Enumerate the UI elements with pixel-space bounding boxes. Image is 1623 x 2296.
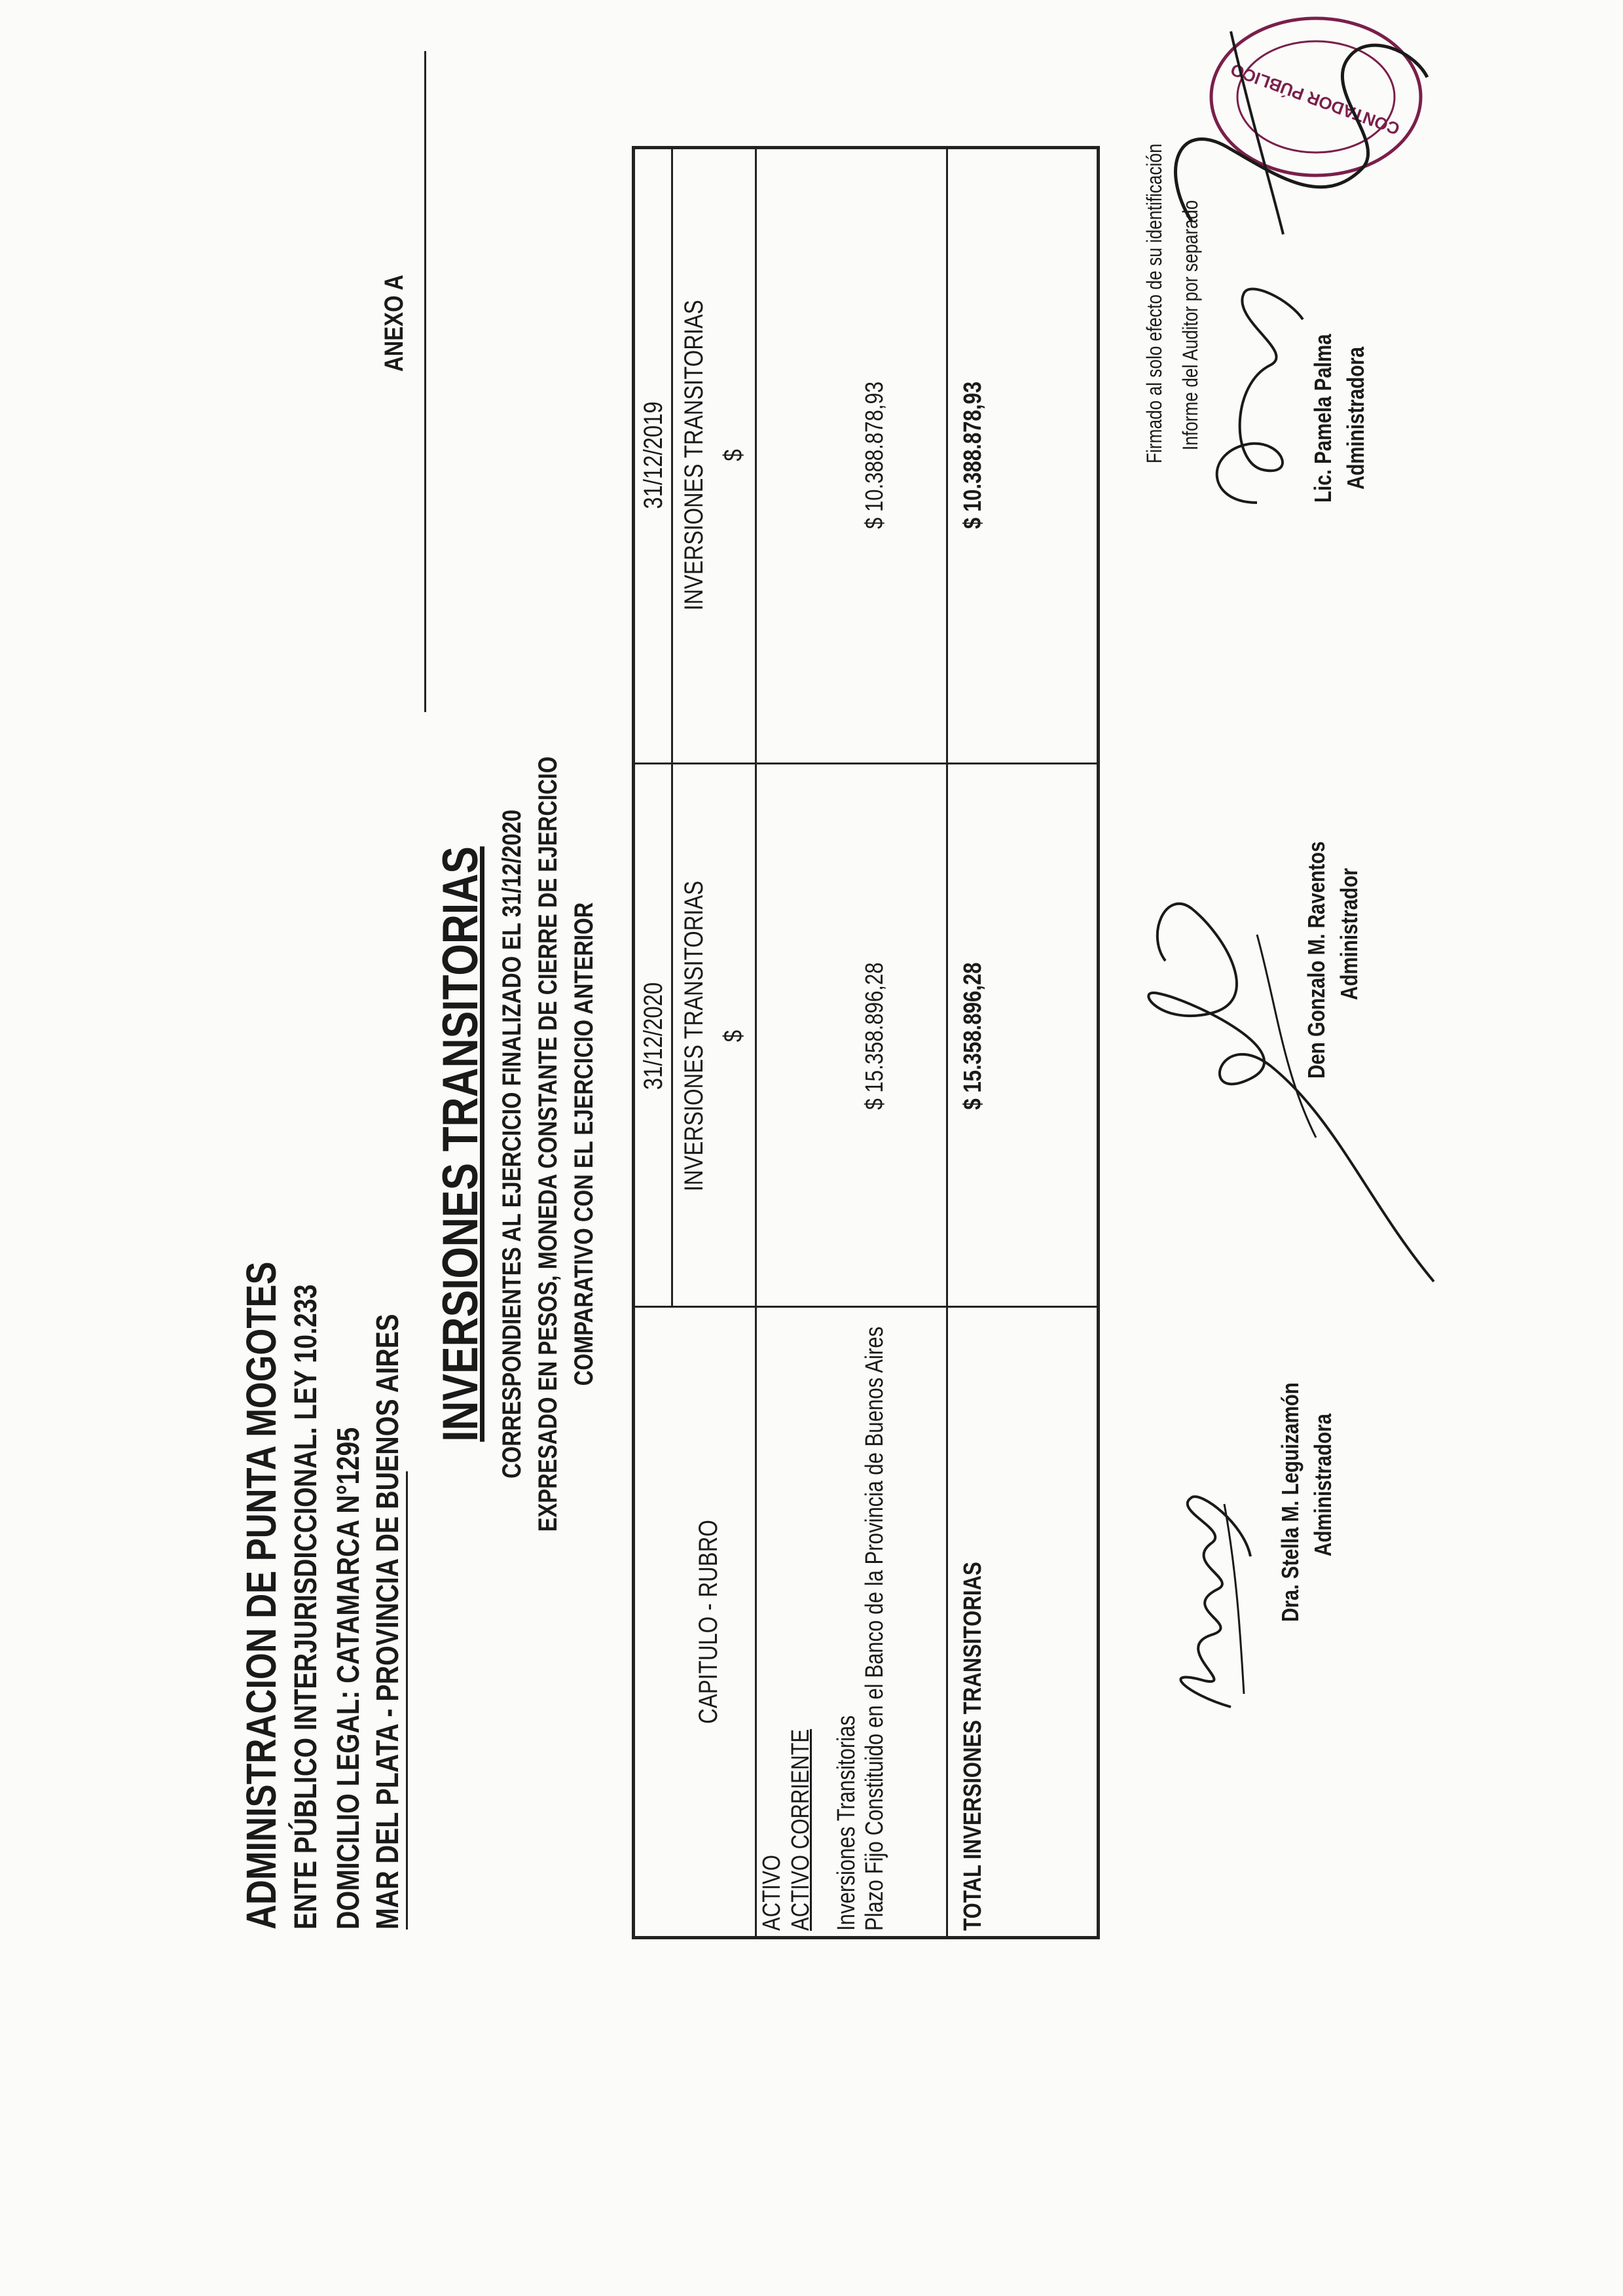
annex-label: ANEXO A <box>380 274 409 372</box>
total-label: TOTAL INVERSIONES TRANSITORIAS <box>959 1562 987 1931</box>
column-header-chapter: CAPITULO - RUBRO <box>694 1520 723 1724</box>
report-title: INVERSIONES TRANSITORIAS <box>433 846 488 1442</box>
audit-note-line-2: Informe del Auditor por separado <box>1178 200 1202 450</box>
total-value-2019: $ 10.388.878,93 <box>959 381 987 529</box>
signature-leguizamon <box>1146 1471 1277 1720</box>
row-item-label: Plazo Fijo Constituido en el Banco de la Provincia de Buenos Aires <box>861 1326 888 1931</box>
signature-palma <box>1192 267 1322 516</box>
row-activo-corriente: ACTIVO CORRIENTE <box>787 1729 814 1931</box>
auditor-signature-stamp <box>1152 12 1440 247</box>
signatory-3-name: Lic. Pamela Palma <box>1309 334 1336 503</box>
report-subtitle-comparative: COMPARATIVO CON EL EJERCICIO ANTERIOR <box>570 902 598 1386</box>
audit-note-line-1: Firmado al solo efecto de su identificación <box>1142 143 1166 463</box>
report-subtitle-currency: EXPRESADO EN PESOS, MONEDA CONSTANTE DE CIERRE DE EJERCICIO <box>534 756 562 1532</box>
total-value-2020: $ 15.358.896,28 <box>959 962 987 1110</box>
signatory-1-role: Administradora <box>1309 1413 1336 1556</box>
legal-address: DOMICILIO LEGAL: CATAMARCA N°1295 <box>331 1427 366 1929</box>
signatory-1-name: Dra. Stella M. Leguizamón <box>1277 1382 1304 1622</box>
header-underline <box>406 1471 408 1929</box>
signatory-2-name: Den Gonzalo M. Raventos <box>1303 841 1330 1079</box>
item-value-2020: $ 15.358.896,28 <box>861 962 888 1110</box>
entity-type: ENTE PÚBLICO INTERJURISDICCIONAL. LEY 10.233 <box>289 1284 323 1929</box>
investments-table <box>632 146 1100 1939</box>
period-label-2019: INVERSIONES TRANSITORIAS <box>680 300 708 611</box>
report-subtitle-period: CORRESPONDIENTES AL EJERCICIO FINALIZADO EL 31/12/2020 <box>498 810 526 1479</box>
signatory-3-role: Administradora <box>1342 346 1369 490</box>
period-currency-2019: $ <box>719 449 748 461</box>
city-province: MAR DEL PLATA - PROVINCIA DE BUENOS AIRES <box>371 1314 405 1929</box>
period-currency-2020: $ <box>719 1030 748 1043</box>
item-value-2019: $ 10.388.878,93 <box>861 381 888 529</box>
column-divider <box>635 1306 1097 1308</box>
column-divider <box>635 762 1097 764</box>
signatory-2-role: Administrador <box>1336 868 1362 1000</box>
total-divider <box>946 149 948 1936</box>
organization-name: ADMINISTRACION DE PUNTA MOGOTES <box>238 1261 285 1929</box>
row-activo: ACTIVO <box>758 1854 786 1931</box>
header-divider <box>755 149 757 1936</box>
stamp-text: CONTADOR PÚBLICO <box>1228 60 1402 139</box>
row-group-label: Inversiones Transitorias <box>833 1715 860 1931</box>
period-date-2019: 31/12/2019 <box>639 401 668 509</box>
period-label-2020: INVERSIONES TRANSITORIAS <box>680 880 708 1192</box>
period-date-2020: 31/12/2020 <box>639 982 668 1090</box>
period-divider <box>671 149 673 1308</box>
annex-rule <box>424 51 426 712</box>
signature-raventos <box>1120 843 1447 1301</box>
